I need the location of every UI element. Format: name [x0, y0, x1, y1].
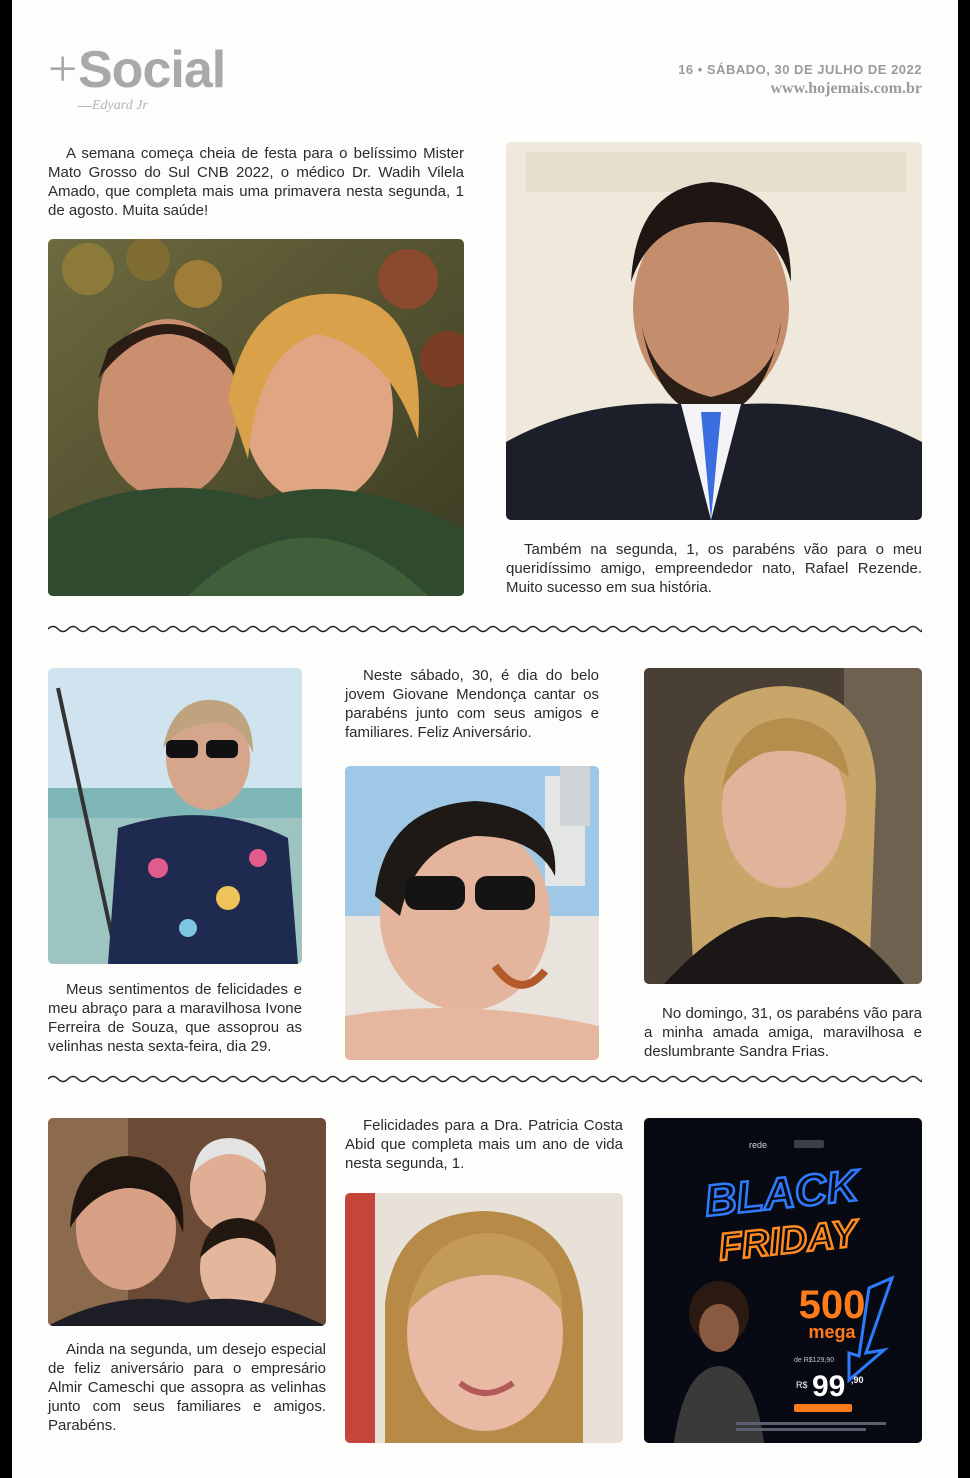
giovane-photo [345, 766, 599, 1060]
wadih-photo [48, 239, 464, 596]
ad-fineprint-line [736, 1422, 886, 1425]
ad-speed: 500 [798, 1283, 866, 1327]
section-title: Social [78, 41, 226, 99]
ivone-caption: Meus sentimentos de felicidades e meu abraço para a maravilhosa Ivone Ferreira de Souza, que assoprou as velinhas nesta sexta-feira, dia 29. [48, 981, 302, 1055]
giovane-caption: Neste sábado, 30, é dia do belo jovem Giovane Mendonça cantar os parabéns junto com seus amigos e familiares. Feliz Aniversário. [345, 667, 599, 741]
section-masthead [48, 40, 268, 120]
patricia-photo [345, 1193, 623, 1443]
patricia-caption: Felicidades para a Dra. Patricia Costa Abid que completa mais um ano de vida nesta segunda, 1. [345, 1117, 623, 1172]
wadih-caption: A semana começa cheia de festa para o belíssimo Mister Mato Grosso do Sul CNB 2022, o médico Dr. Wadih Vilela Amado, que completa mais uma primavera nesta segunda, 1 de agosto. Muita saúde! [48, 145, 464, 219]
almir-caption: Ainda na segunda, um desejo especial de feliz aniversário para o empresário Almir Cameschi que assopra as velinhas junto com seus familiares e amigos. Parabéns. [48, 1341, 326, 1434]
rafael-caption: Também na segunda, 1, os parabéns vão para o meu queridíssimo amigo, empreendedor nato, Rafael Rezende. Muito sucesso em sua história. [506, 541, 922, 596]
ad-old-price: de R$129,90 [794, 1357, 835, 1364]
masthead-plus: + [48, 41, 78, 98]
columnist-signature: Edyard Jr [92, 98, 148, 113]
ad-partner-logo [794, 1140, 824, 1148]
sandra-photo [644, 668, 922, 984]
rafael-photo [506, 142, 922, 520]
black-friday-ad[interactable] [644, 1118, 922, 1443]
signature-dash [78, 106, 92, 107]
sandra-caption: No domingo, 31, os parabéns vão para a minha amada amiga, maravilhosa e deslumbrante Sandra Frias. [644, 1005, 922, 1060]
ad-brand-logo: rede [749, 1140, 768, 1150]
newspaper-page [12, 0, 958, 1478]
ad-price-cents: ,90 [851, 1375, 864, 1385]
ad-cta-strip [794, 1404, 852, 1412]
ad-friday-text: FRIDAY [716, 1212, 859, 1270]
wavy-divider-2 [48, 1074, 922, 1084]
ad-price: 99 [812, 1370, 846, 1403]
ad-fineprint-line [736, 1428, 866, 1431]
ad-black-text: BLACK [702, 1161, 861, 1226]
ivone-photo [48, 668, 302, 964]
almir-photo [48, 1118, 326, 1326]
ad-speed-unit: mega [808, 1322, 856, 1342]
wavy-divider-1 [48, 624, 922, 634]
ad-currency: R$ [796, 1380, 808, 1390]
issue-line: 16 • SÁBADO, 30 DE JULHO DE 2022 [678, 62, 922, 77]
website-link[interactable]: www.hojemais.com.br [770, 80, 922, 97]
